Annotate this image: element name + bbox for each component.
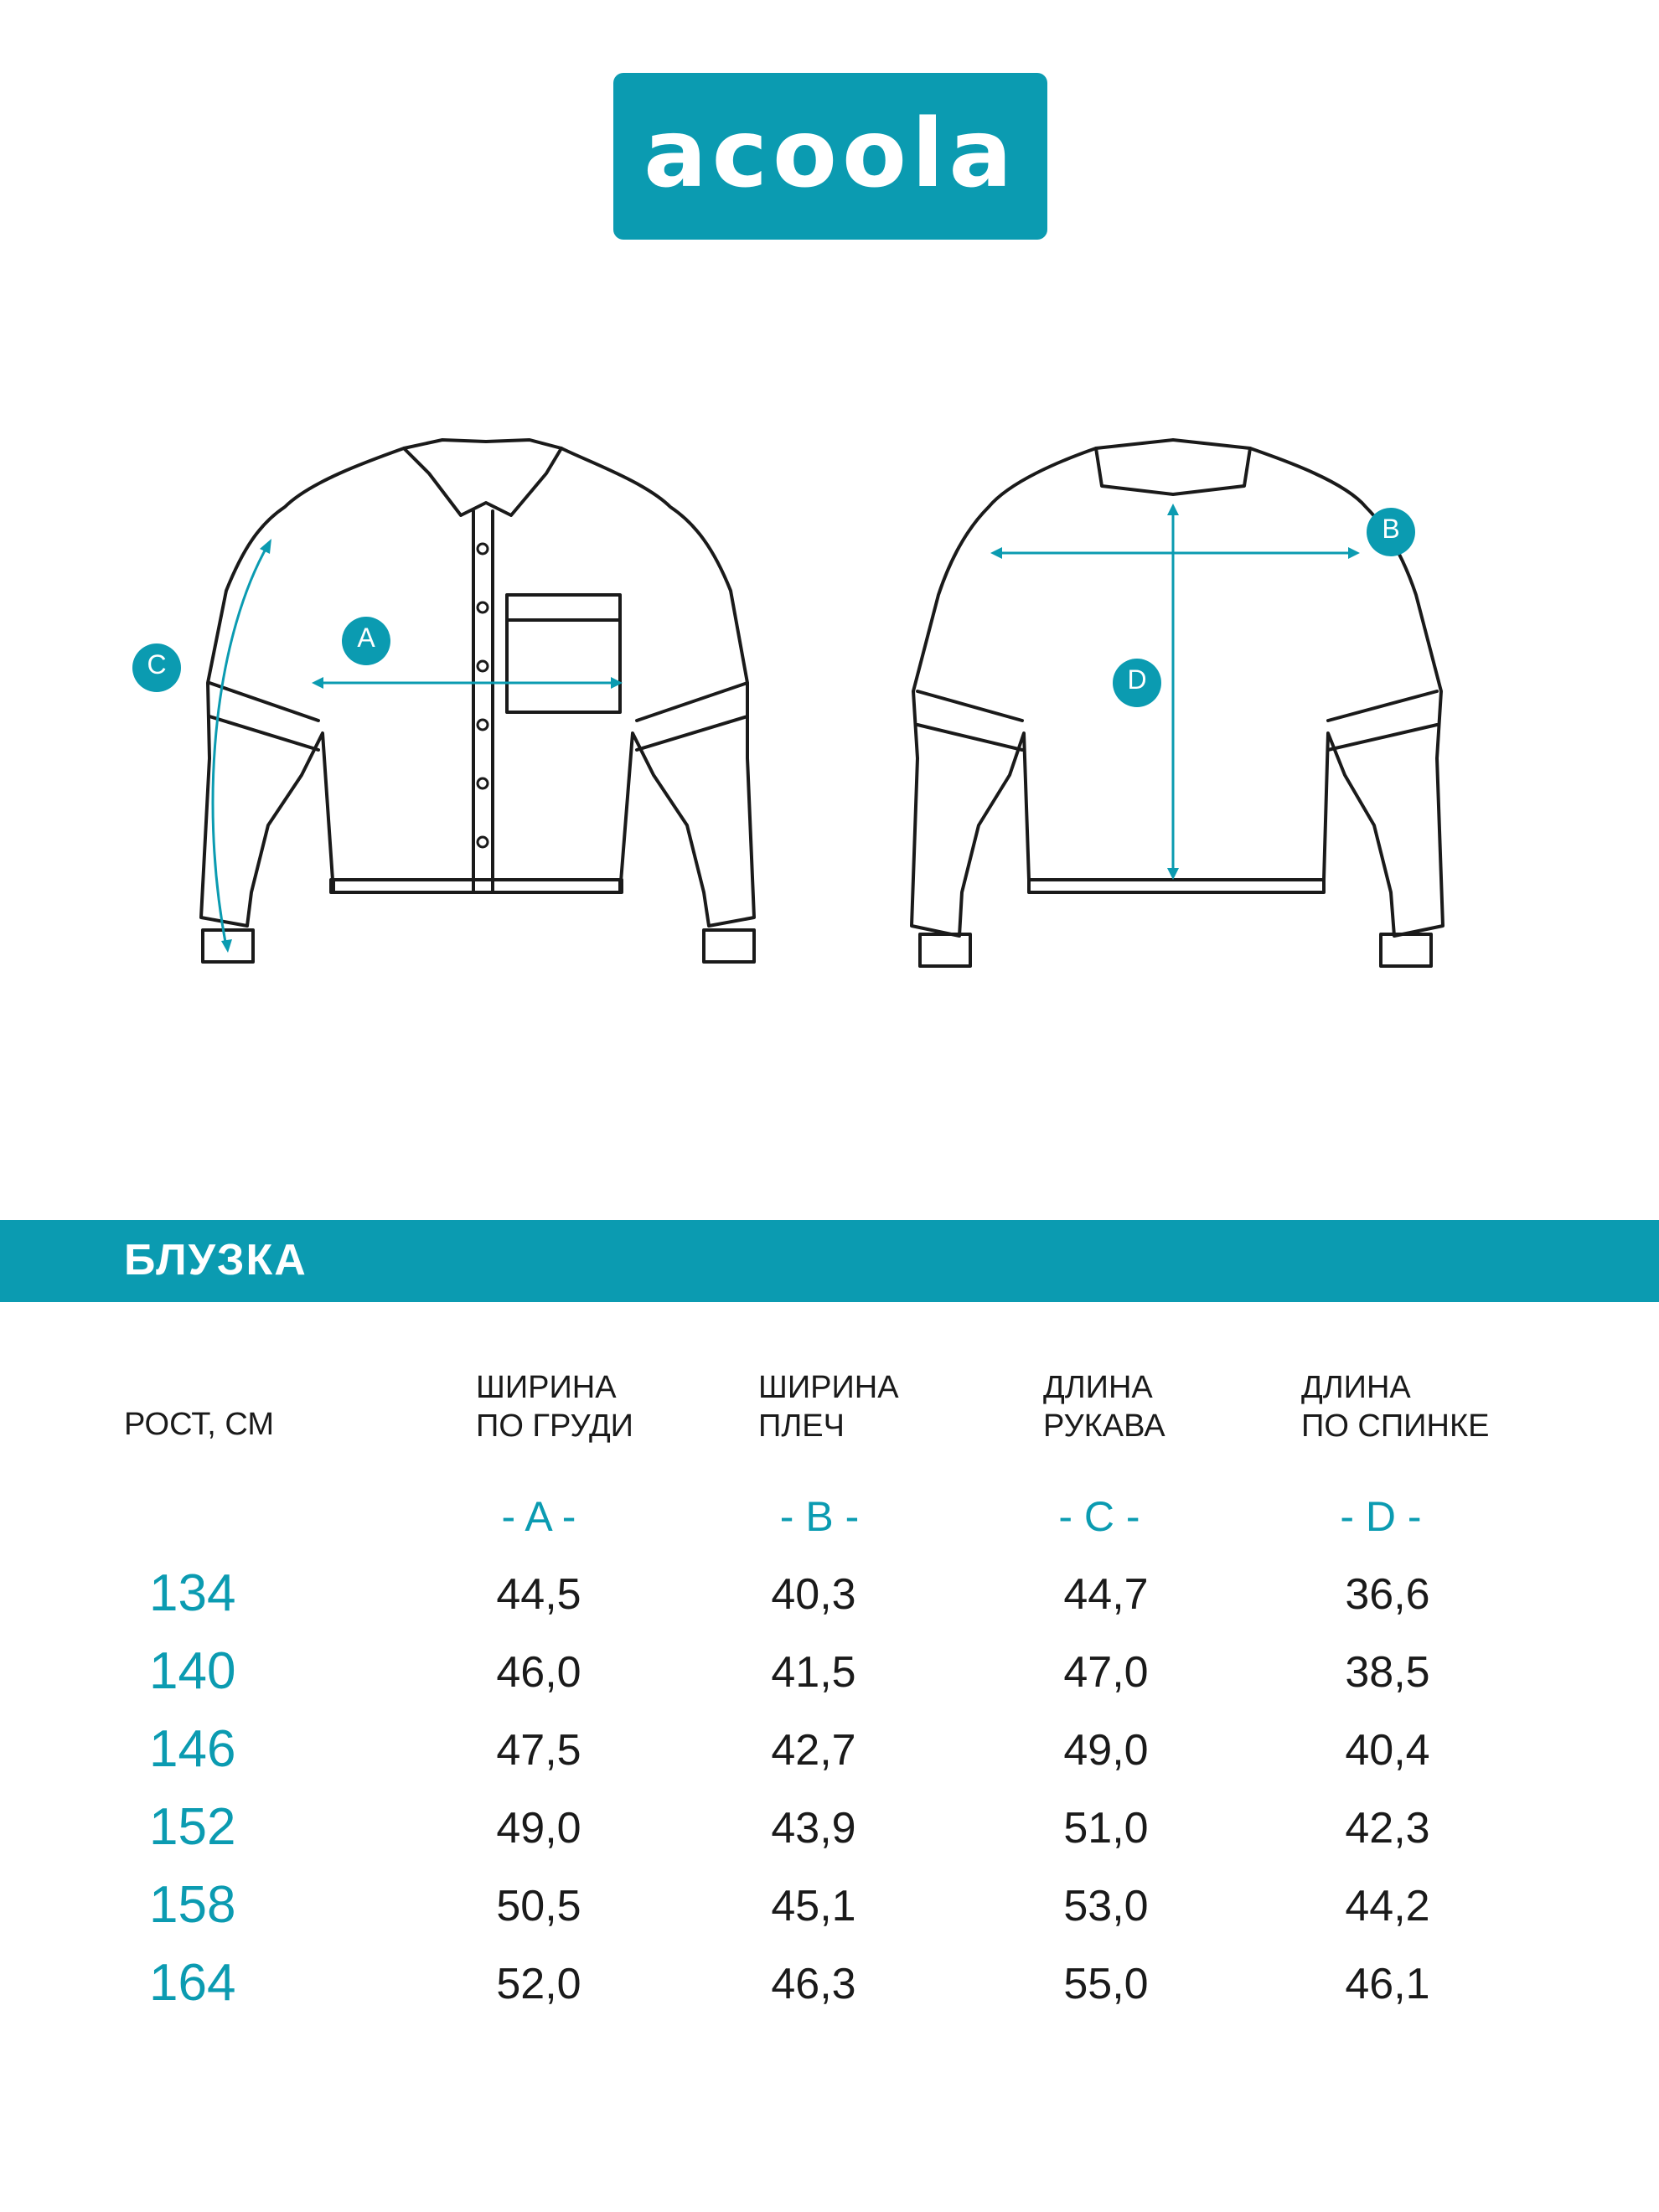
brand-logo <box>613 73 1047 240</box>
marker-c-label: C <box>147 649 167 680</box>
value-b: 43,9 <box>771 1804 856 1853</box>
value-d: 44,2 <box>1345 1882 1430 1930</box>
column-letter-c: - C - <box>1058 1493 1140 1540</box>
table-row <box>0 1564 1659 1635</box>
value-c: 49,0 <box>1063 1726 1149 1775</box>
value-d: 36,6 <box>1345 1570 1430 1619</box>
value-b: 40,3 <box>771 1570 856 1619</box>
height-value: 164 <box>149 1954 236 2012</box>
table-row <box>0 1642 1659 1713</box>
column-letter-d: - D - <box>1340 1493 1422 1540</box>
value-b: 45,1 <box>771 1882 856 1930</box>
product-title: БЛУЗКА <box>124 1236 308 1284</box>
product-banner <box>0 1220 1659 1302</box>
value-c: 51,0 <box>1063 1804 1149 1853</box>
column-header-back-length: ДЛИНА ПО СПИНКЕ <box>1301 1370 1490 1444</box>
height-value: 140 <box>149 1642 236 1700</box>
value-c: 44,7 <box>1063 1570 1149 1619</box>
table-row <box>0 1876 1659 1946</box>
value-a: 49,0 <box>496 1804 581 1853</box>
table-row <box>0 1798 1659 1868</box>
back-view-sketch <box>888 423 1491 993</box>
column-header-chest: ШИРИНА ПО ГРУДИ <box>476 1370 633 1444</box>
value-d: 46,1 <box>1345 1960 1430 2008</box>
value-d: 40,4 <box>1345 1726 1430 1775</box>
table-row <box>0 1954 1659 2024</box>
height-value: 152 <box>149 1798 236 1856</box>
value-a: 46,0 <box>496 1648 581 1697</box>
height-value: 158 <box>149 1876 236 1934</box>
value-b: 46,3 <box>771 1960 856 2008</box>
value-d: 38,5 <box>1345 1648 1430 1697</box>
marker-b-label: B <box>1382 514 1400 544</box>
value-c: 53,0 <box>1063 1882 1149 1930</box>
value-c: 55,0 <box>1063 1960 1149 2008</box>
column-letter-b: - B - <box>779 1493 860 1540</box>
column-header-sleeve: ДЛИНА РУКАВА <box>1043 1370 1165 1444</box>
column-letter-a: - A - <box>501 1493 576 1540</box>
value-c: 47,0 <box>1063 1648 1149 1697</box>
value-a: 47,5 <box>496 1726 581 1775</box>
value-b: 42,7 <box>771 1726 856 1775</box>
marker-a-label: A <box>357 623 375 653</box>
value-b: 41,5 <box>771 1648 856 1697</box>
value-d: 42,3 <box>1345 1804 1430 1853</box>
value-a: 44,5 <box>496 1570 581 1619</box>
table-row <box>0 1720 1659 1791</box>
front-view-sketch <box>117 423 771 993</box>
value-a: 50,5 <box>496 1882 581 1930</box>
height-header: РОСТ, СМ <box>124 1407 275 1442</box>
marker-d-label: D <box>1127 664 1147 695</box>
column-header-shoulders: ШИРИНА ПЛЕЧ <box>758 1370 899 1444</box>
height-value: 134 <box>149 1564 236 1622</box>
value-a: 52,0 <box>496 1960 581 2008</box>
height-value: 146 <box>149 1720 236 1778</box>
logo-text: acoola <box>643 99 1017 209</box>
